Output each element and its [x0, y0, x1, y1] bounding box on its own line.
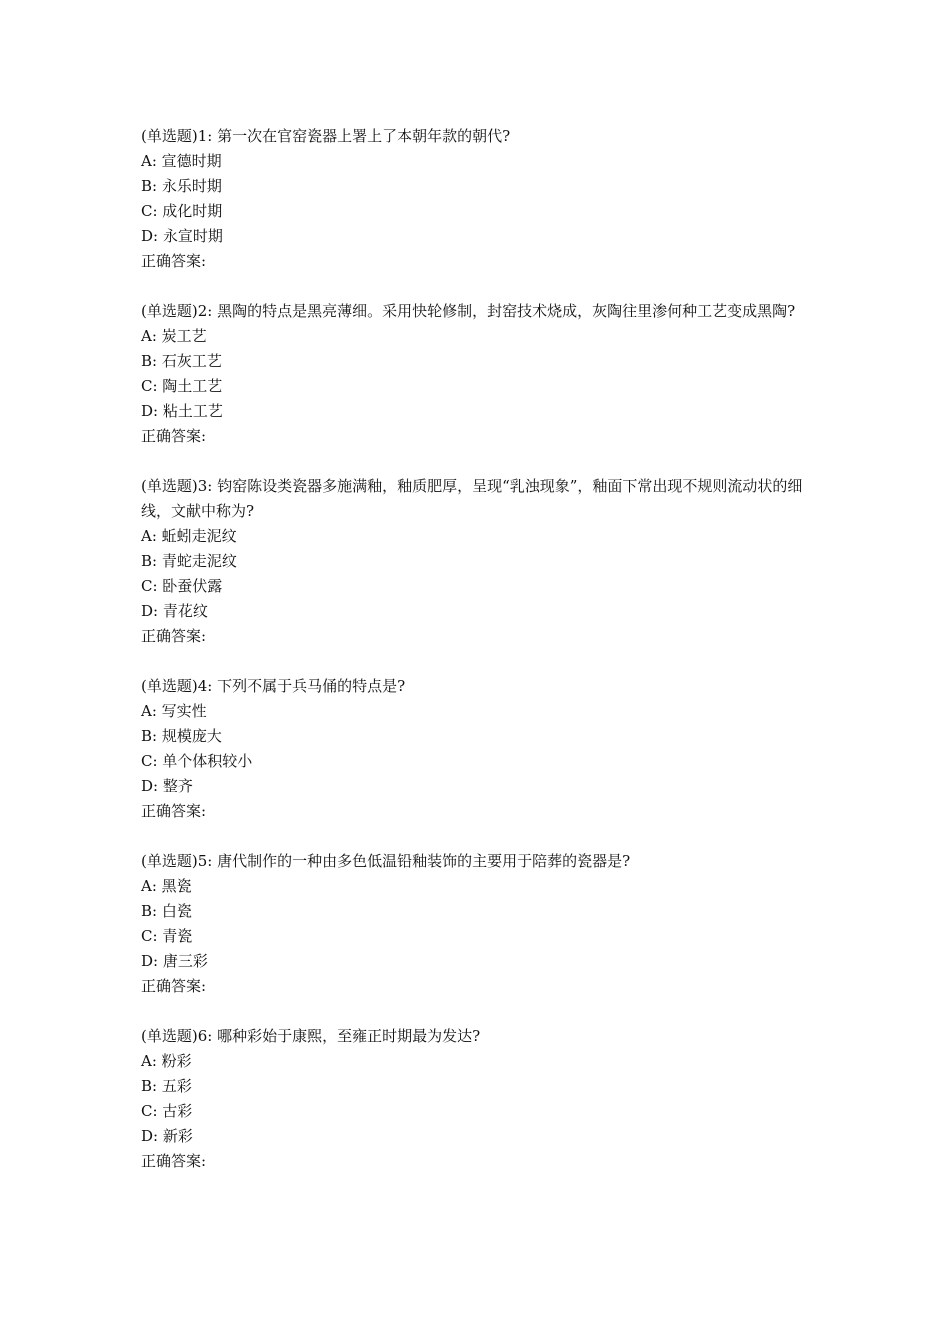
option-d: D: 永宣时期	[141, 227, 223, 245]
question-3	[141, 474, 821, 649]
option-d: D: 粘土工艺	[141, 402, 223, 420]
option-a: A: 黑瓷	[141, 877, 192, 895]
question-stem: (单选题)4: 下列不属于兵马俑的特点是?	[141, 677, 406, 695]
option-b: B: 青蛇走泥纹	[141, 552, 237, 570]
question-stem: (单选题)3: 钧窑陈设类瓷器多施满釉，釉质肥厚，呈现“乳浊现象”，釉面下常出现不规则流动状的细线，文献中称为?	[141, 477, 803, 520]
option-c: C: 单个体积较小	[141, 752, 253, 770]
option-c: C: 青瓷	[141, 927, 193, 945]
option-d: D: 唐三彩	[141, 952, 208, 970]
answer-label: 正确答案:	[141, 627, 207, 645]
question-stem: (单选题)1: 第一次在官窑瓷器上署上了本朝年款的朝代?	[141, 127, 511, 145]
question-2	[141, 299, 821, 449]
option-d: D: 青花纹	[141, 602, 208, 620]
answer-label: 正确答案:	[141, 1152, 207, 1170]
option-b: B: 五彩	[141, 1077, 192, 1095]
option-c: C: 陶土工艺	[141, 377, 223, 395]
answer-label: 正确答案:	[141, 802, 207, 820]
question-1	[141, 124, 821, 274]
question-5	[141, 849, 821, 999]
document-page	[141, 124, 821, 1199]
question-stem: (单选题)5: 唐代制作的一种由多色低温铅釉装饰的主要用于陪葬的瓷器是?	[141, 852, 631, 870]
option-b: B: 永乐时期	[141, 177, 222, 195]
question-4	[141, 674, 821, 824]
answer-label: 正确答案:	[141, 252, 207, 270]
answer-label: 正确答案:	[141, 427, 207, 445]
option-c: C: 古彩	[141, 1102, 193, 1120]
option-c: C: 成化时期	[141, 202, 223, 220]
option-c: C: 卧蚕伏露	[141, 577, 223, 595]
answer-label: 正确答案:	[141, 977, 207, 995]
option-b: B: 石灰工艺	[141, 352, 222, 370]
question-stem: (单选题)6: 哪种彩始于康熙，至雍正时期最为发达?	[141, 1027, 481, 1045]
option-a: A: 粉彩	[141, 1052, 192, 1070]
option-a: A: 写实性	[141, 702, 207, 720]
option-a: A: 炭工艺	[141, 327, 207, 345]
option-a: A: 蚯蚓走泥纹	[141, 527, 237, 545]
option-d: D: 新彩	[141, 1127, 193, 1145]
option-b: B: 白瓷	[141, 902, 192, 920]
option-d: D: 整齐	[141, 777, 193, 795]
question-6	[141, 1024, 821, 1174]
option-a: A: 宣德时期	[141, 152, 222, 170]
option-b: B: 规模庞大	[141, 727, 222, 745]
question-stem: (单选题)2: 黑陶的特点是黑亮薄细。采用快轮修制，封窑技术烧成，灰陶往里渗何种工艺变成黑陶?	[141, 302, 796, 320]
